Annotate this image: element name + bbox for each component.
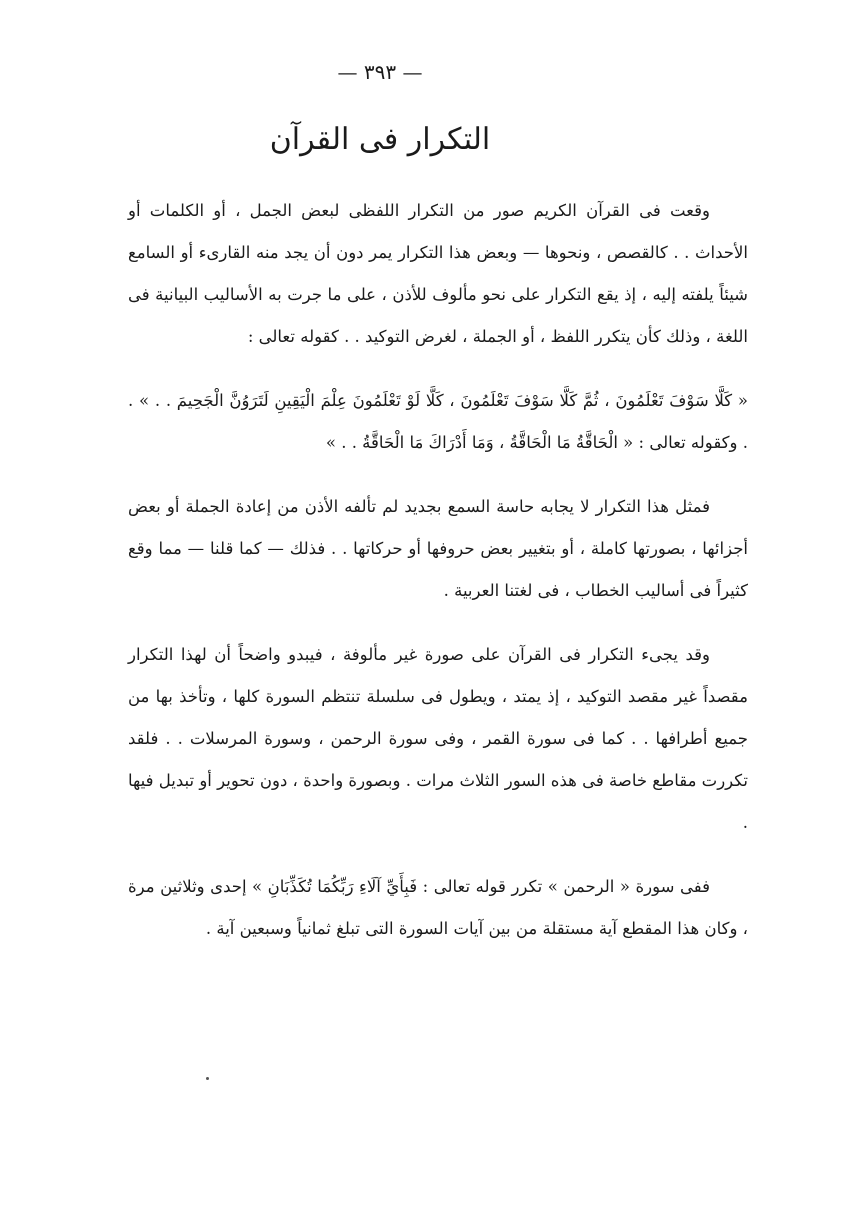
paragraph-intro: وقعت فى القرآن الكريم صور من التكرار اللفظى لبعض الجمل ، أو الكلمات أو الأحداث . . كالقصص ، ونحوها — وبعض هذا التكرار يمر دون أن يجد منه القارىء أو السامع شيئاً يلفته إليه ، إذ يقع التكرار على نحو مألوف للأذن ، على ما جرت به الأساليب البيانية فى اللغة ، وذلك كأن يتكرر اللفظ ، أو الجملة ، لغرض التوكيد . . كقوله تعالى : xyxy=(128,201,748,346)
body-text xyxy=(128,190,748,972)
page-number: — ٣٩٣ — xyxy=(337,60,423,84)
page-title: التكرار فى القرآن xyxy=(269,122,491,157)
paragraph-familiar-repetition: فمثل هذا التكرار لا يجابه حاسة السمع بجديد لم تألفه الأذن من إعادة الجملة أو بعض أجزائها ، بصورتها كاملة ، أو بتغيير بعض حروفها أو حركاتها . . فذلك — كما قلنا — مما وقع كثيراً فى أساليب الخطاب ، فى لغتنا العربية . xyxy=(128,497,748,600)
print-speck xyxy=(206,1077,209,1080)
paragraph-surat-rahman: ففى سورة « الرحمن » تكرر قوله تعالى : فَبِأَيِّ آلَاءِ رَبِّكُمَا تُكَذِّبَانِ » إحدى وثلاثين مرة ، وكان هذا المقطع آية مستقلة من بين آيات السورة التى تبلغ ثمانياً وسبعين آية . xyxy=(128,877,748,938)
paragraph-quran-quotes: « كَلَّا سَوْفَ تَعْلَمُونَ ، ثُمَّ كَلَّا سَوْفَ تَعْلَمُونَ ، كَلَّا لَوْ تَعْلَمُونَ عِلْمَ الْيَقِينِ لَتَرَوُنَّ الْجَحِيمَ . . » . . وكقوله تعالى : « الْحَاقَّةُ مَا الْحَاقَّةُ ، وَمَا أَدْرَاكَ مَا الْحَاقَّةُ . . » xyxy=(128,391,748,452)
paragraph-unfamiliar-repetition: وقد يجىء التكرار فى القرآن على صورة غير مألوفة ، فيبدو واضحاً أن لهذا التكرار مقصداً غير مقصد التوكيد ، إذ يمتد ، ويطول فى سلسلة تنتظم السورة كلها ، وتأخذ بها من جميع أطرافها . . كما فى سورة القمر ، وفى سورة الرحمن ، وسورة المرسلات . . فلقد تكررت مقاطع خاصة فى هذه السور الثلاث مرات . وبصورة واحدة ، دون تحوير أو تبديل فيها . xyxy=(128,645,748,832)
